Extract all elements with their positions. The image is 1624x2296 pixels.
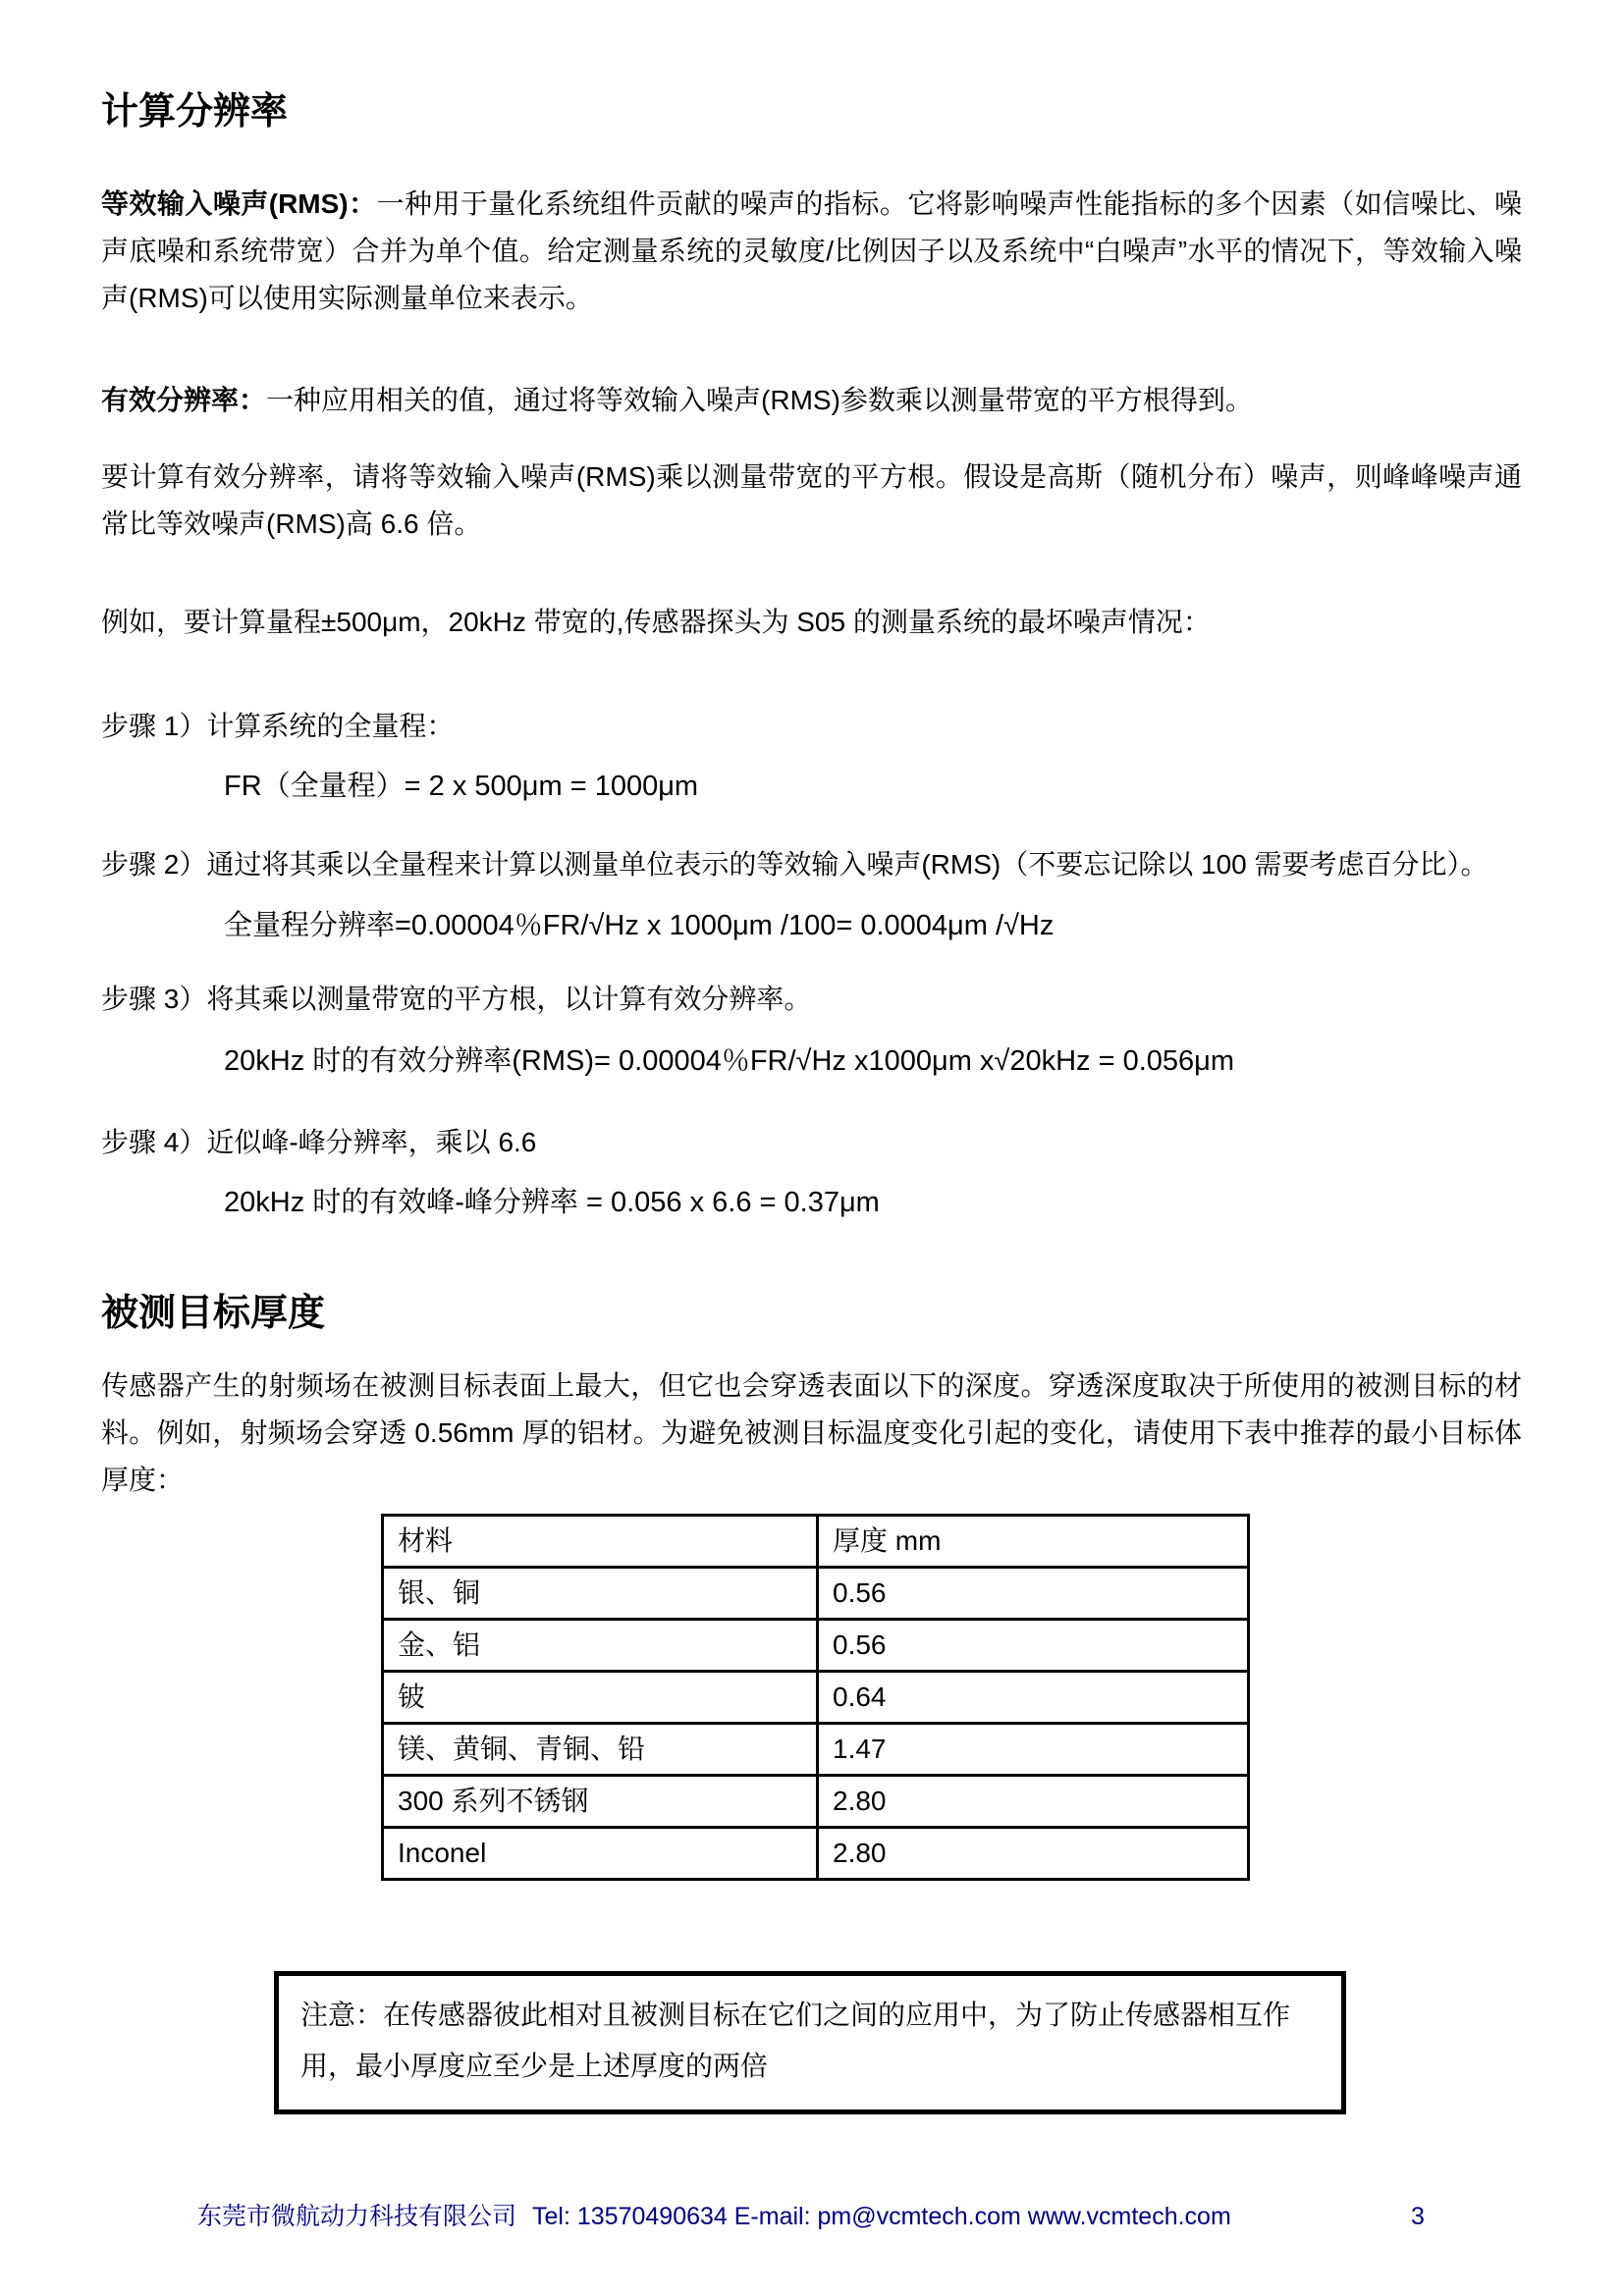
material-cell: 金、铝 [383, 1620, 818, 1672]
heading-target-thickness: 被测目标厚度 [101, 1293, 326, 1334]
step-4-formula: 20kHz 时的有效峰-峰分辨率 = 0.056 x 6.6 = 0.37μm [224, 1187, 880, 1218]
column-header-material: 材料 [383, 1516, 818, 1568]
thickness-cell: 0.64 [818, 1672, 1249, 1724]
paragraph-effective-resolution [101, 377, 1522, 424]
page-footer [0, 2202, 1624, 2237]
footer-contact-line [197, 2202, 1231, 2231]
thickness-cell: 0.56 [818, 1620, 1249, 1672]
material-cell: 300 系列不锈钢 [383, 1776, 818, 1828]
column-header-thickness: 厚度 mm [818, 1516, 1249, 1568]
page-number: 3 [1411, 2203, 1425, 2230]
table-row [383, 1724, 1249, 1776]
definition-effective-resolution: 一种应用相关的值，通过将等效输入噪声(RMS)参数乘以测量带宽的平方根得到。 [266, 385, 1253, 415]
step-2-label: 步骤 2）通过将其乘以全量程来计算以测量单位表示的等效输入噪声(RMS)（不要忘记除以 100 需要考虑百分比）。 [101, 849, 1489, 880]
material-cell: 镁、黄铜、青铜、铅 [383, 1724, 818, 1776]
step-3-label: 步骤 3）将其乘以测量带宽的平方根，以计算有效分辨率。 [101, 984, 812, 1014]
table-row [383, 1620, 1249, 1672]
table-row [383, 1672, 1249, 1724]
material-cell: Inconel [383, 1828, 818, 1880]
material-cell: 铍 [383, 1672, 818, 1724]
table-row [383, 1828, 1249, 1880]
step-1-label: 步骤 1）计算系统的全量程： [101, 711, 455, 741]
note-box: 注意：在传感器彼此相对且被测目标在它们之间的应用中，为了防止传感器相互作用，最小厚度应至少是上述厚度的两倍 [274, 1971, 1346, 2114]
thickness-cell: 2.80 [818, 1828, 1249, 1880]
material-cell: 银、铜 [383, 1568, 818, 1620]
footer-contact-info: Tel: 13570490634 E-mail: pm@vcmtech.com www.vcmtech.com [532, 2203, 1231, 2230]
step-1-formula: FR（全量程）= 2 x 500μm = 1000μm [224, 771, 699, 802]
term-equivalent-input-noise: 等效输入噪声(RMS)： [101, 188, 377, 219]
table-header-row [383, 1516, 1249, 1568]
paragraph-example-intro: 例如，要计算量程±500μm，20kHz 带宽的,传感器探头为 S05 的测量系统的最坏噪声情况： [101, 607, 1211, 637]
step-4-label: 步骤 4）近似峰-峰分辨率，乘以 6.6 [101, 1127, 537, 1157]
footer-company-name: 东莞市微航动力科技有限公司 [197, 2203, 517, 2230]
thickness-cell: 1.47 [818, 1724, 1249, 1776]
definition-equivalent-input-noise: 一种用于量化系统组件贡献的噪声的指标。它将影响噪声性能指标的多个因素（如信噪比、噪声底噪和系统带宽）合并为单个值。给定测量系统的灵敏度/比例因子以及系统中“白噪声”水平的情况下，等效输入噪声(RMS)可以使用实际测量单位来表示。 [101, 188, 1522, 313]
paragraph-equivalent-input-noise [101, 181, 1522, 322]
paragraph-how-to-calculate: 要计算有效分辨率，请将等效输入噪声(RMS)乘以测量带宽的平方根。假设是高斯（随机分布）噪声，则峰峰噪声通常比等效噪声(RMS)高 6.6 倍。 [101, 461, 1522, 539]
step-3-formula: 20kHz 时的有效分辨率(RMS)= 0.00004％FR/√Hz x1000μm x√20kHz = 0.056μm [224, 1045, 1235, 1077]
step-2-formula: 全量程分辨率=0.00004％FR/√Hz x 1000μm /100= 0.0004μm /√Hz [224, 910, 1055, 941]
thickness-cell: 0.56 [818, 1568, 1249, 1620]
table-row [383, 1776, 1249, 1828]
table-row [383, 1568, 1249, 1620]
heading-calculate-resolution: 计算分辨率 [101, 91, 289, 133]
term-effective-resolution: 有效分辨率： [101, 385, 267, 415]
thickness-cell: 2.80 [818, 1776, 1249, 1828]
material-thickness-table [381, 1514, 1250, 1881]
paragraph-target-thickness-intro: 传感器产生的射频场在被测目标表面上最大，但它也会穿透表面以下的深度。穿透深度取决于所使用的被测目标的材料。例如，射频场会穿透 0.56mm 厚的铝材。为避免被测目标温度变化引起的变化，请使用下表中推荐的最小目标体厚度： [101, 1370, 1522, 1495]
